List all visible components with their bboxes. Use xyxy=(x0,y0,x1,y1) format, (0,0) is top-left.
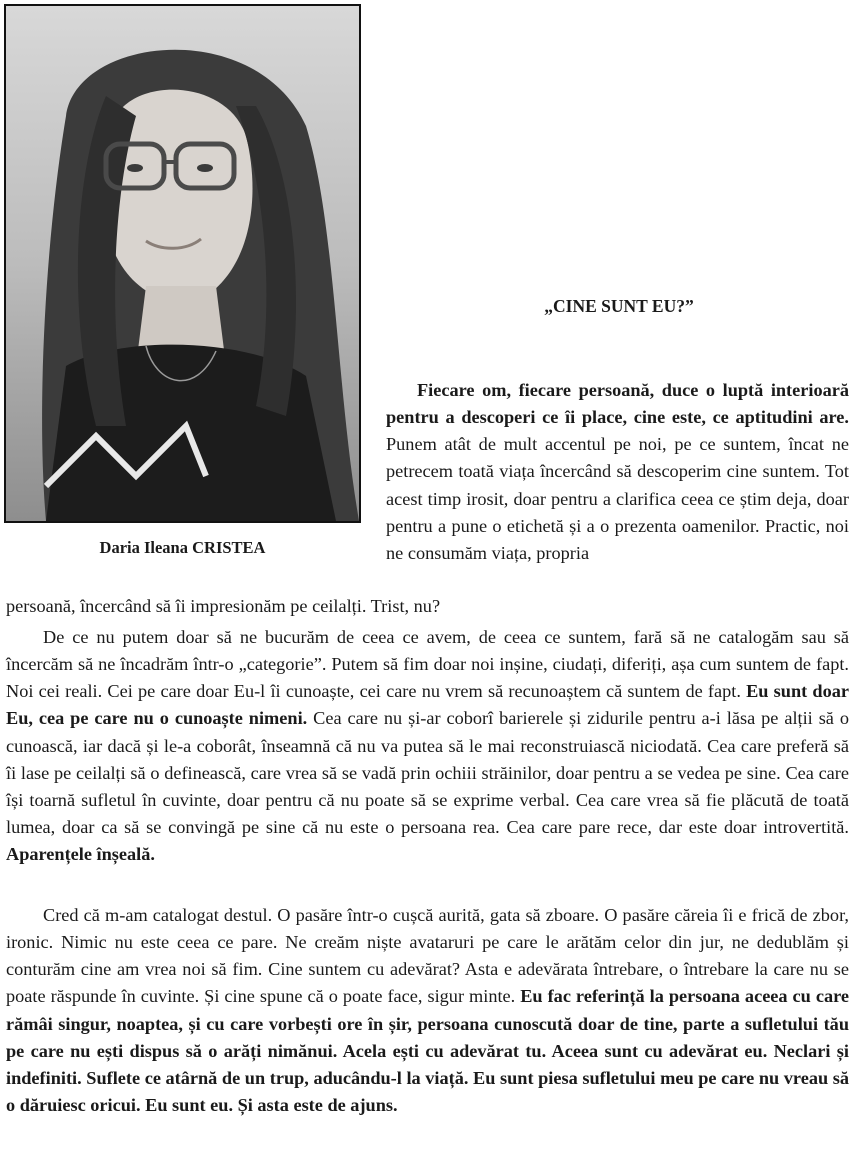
paragraph-3 xyxy=(6,902,849,1119)
paragraph-3-bold: Eu fac referință la persoana aceea cu care rămâi singur, noaptea, și cu care vorbești ore în șir, persoana cunoscută doar de tine, parte a sufletului tău pe care nu ești dispus să o arăți nimănui. Acela ești cu adevărat tu. Aceea sunt cu adevărat eu. Neclari și indefiniti. Suflete ce atârnă de un trup, aducându-l la viață. Eu sunt piesa sufletului meu pe care nu vreau să o dăruiesc oricui. Eu sunt eu. Și asta este de ajuns. xyxy=(6,986,849,1116)
article-title: „CINE SUNT EU?” xyxy=(544,296,694,316)
paragraph-1-text: Punem atât de mult accentul pe noi, pe ce suntem, încat ne petrecem toată viața încercând să descoperim cine suntem. Tot acest timp irosit, doar pentru a clarifica ceea ce știm deja, doar pentru a pune o etichetă și a o prezenta oamenilor. Practic, noi ne consumăm viața, propria xyxy=(386,434,849,563)
paragraph-2-text-a: De ce nu putem doar să ne bucurăm de ceea ce avem, de ceea ce suntem, fară să ne catalogăm sau să încercăm să ne încadrăm într-o „categorie”. Putem să fim doar noi inșine, ciudați, diferiți, așa cum suntem de fapt. Noi cei reali. Cei pe care doar Eu-l îi cunoaște, cei care nu vrem să recunoaștem că suntem de fapt. xyxy=(6,627,849,702)
paragraph-2 xyxy=(6,624,849,868)
paragraph-1-continuation: persoană, încercând să îi impresionăm pe ceilalți. Trist, nu? xyxy=(6,596,441,616)
paragraph-3-text: Cred că m-am catalogat destul. O pasăre într-o cușcă aurită, gata să zboare. O pasăre căreia îi e frică de zbor, ironic. Nimic nu este ceea ce pare. Ne creăm niște avataruri pe care le arătăm celor din jur, ne dedublăm și conturăm cine am vrea noi să fim. Cine suntem cu adevărat? Asta e adevărata întrebare, o întrebare la care nu se poate răspunde în cuvinte. Și cine spune că o poate face, sigur minte. xyxy=(6,905,849,1007)
paragraph-1 xyxy=(386,377,849,567)
paragraph-2-bold-a: Eu sunt doar Eu, cea pe care nu o cunoaște nimeni. xyxy=(6,681,849,729)
paragraph-1-bold-lead: Fiecare om, fiecare persoană, duce o luptă interioară pentru a descoperi ce îi place, cine este, ce aptitudini are. xyxy=(386,380,849,428)
paragraph-2-text-b: Cea care nu și-ar coborî barierele și zidurile pentru a-i lăsa pe alții să o cunoască, iar dacă și le-a coborât, înseamnă că nu va putea să le mai reconstruiască niciodată. Cea care preferă să îi lase pe ceilalți să o definească, care vrea să se vadă prin ochiii străinilor, doar pentru a se vedea pe sine. Cea care își toarnă sufletul în cuvinte, doar pentru că nu poate să se exprime verbal. Cea care vrea să fie plăcută de toată lumea, doar ca să se convingă pe sine că nu este o persoana rea. Cea care pare rece, dar este doar introvertită. xyxy=(6,708,849,838)
portrait-illustration xyxy=(6,6,359,521)
author-caption: Daria Ileana CRISTEA xyxy=(99,538,266,557)
author-portrait-photo xyxy=(4,4,361,523)
paragraph-2-bold-b: Aparențele înșeală. xyxy=(6,844,155,865)
